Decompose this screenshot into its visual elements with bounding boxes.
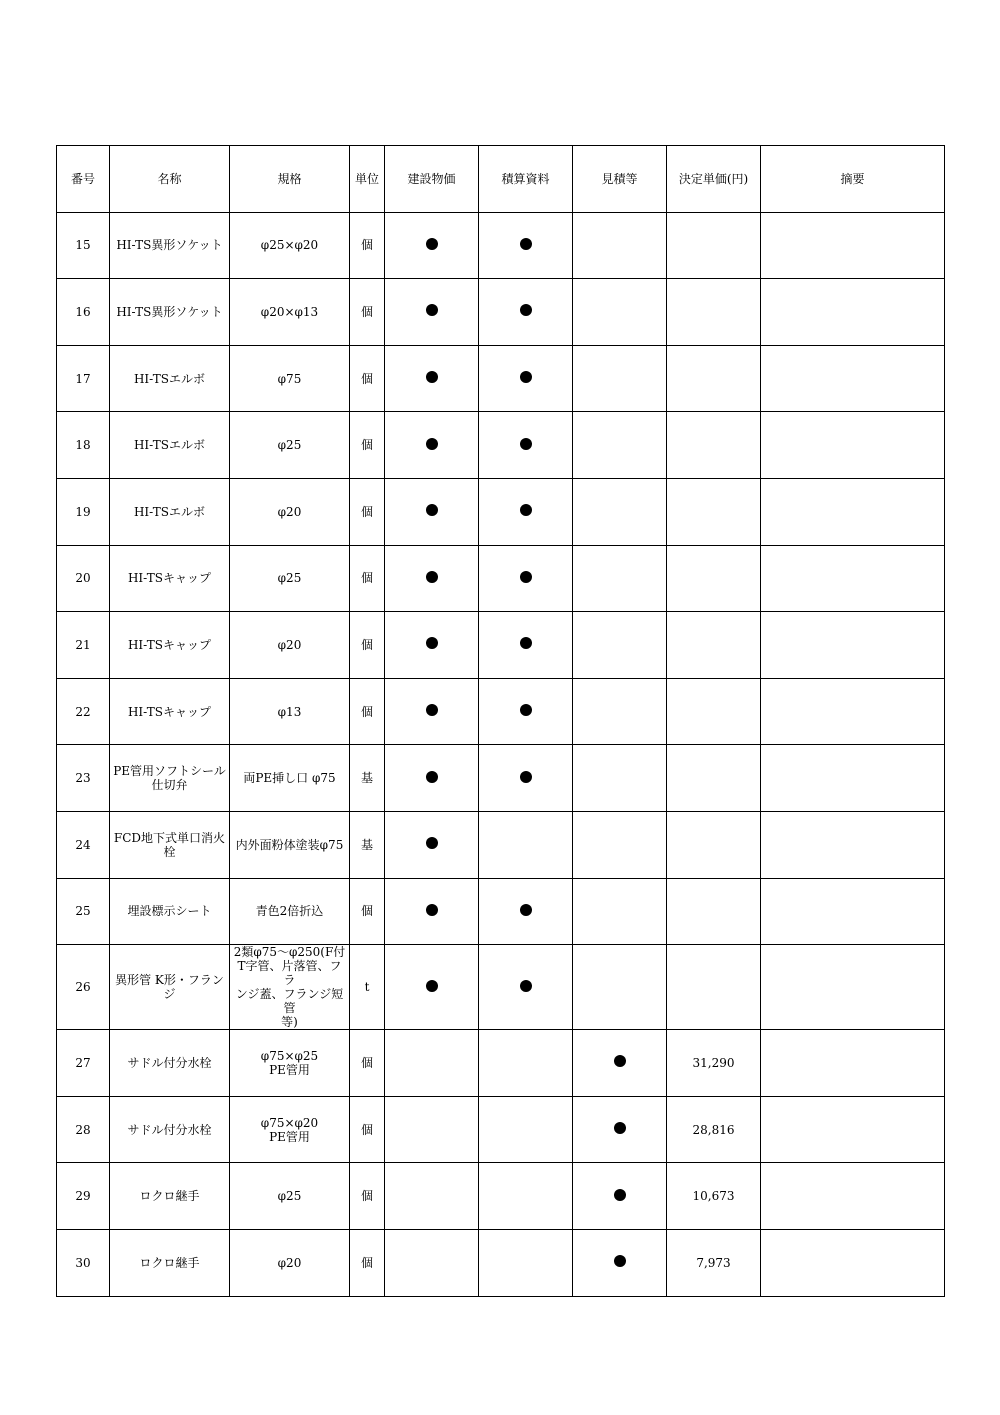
- cell-no: 28: [57, 1096, 110, 1163]
- cell-mitsumori: [573, 811, 667, 878]
- cell-note: [761, 1030, 945, 1097]
- cell-spec: φ25: [230, 1163, 350, 1230]
- cell-name: ロクロ継手: [110, 1229, 230, 1296]
- filled-circle-icon: [426, 304, 438, 316]
- cell-price: 7,973: [667, 1229, 761, 1296]
- cell-no: 27: [57, 1030, 110, 1097]
- filled-circle-icon: [426, 837, 438, 849]
- cell-unit: 個: [350, 612, 385, 679]
- filled-circle-icon: [426, 438, 438, 450]
- filled-circle-icon: [520, 438, 532, 450]
- cell-note: [761, 745, 945, 812]
- filled-circle-icon: [520, 571, 532, 583]
- cell-sekisan: [479, 545, 573, 612]
- filled-circle-icon: [520, 304, 532, 316]
- cell-mitsumori: [573, 279, 667, 346]
- cell-sekisan: [479, 478, 573, 545]
- filled-circle-icon: [614, 1055, 626, 1067]
- table-row: [57, 412, 945, 479]
- cell-name: HI-TSキャップ: [110, 678, 230, 745]
- cell-kensetsu: [385, 745, 479, 812]
- cell-price: 28,816: [667, 1096, 761, 1163]
- cell-name: HI-TS異形ソケット: [110, 279, 230, 346]
- cell-sekisan: [479, 1096, 573, 1163]
- cell-sekisan: [479, 212, 573, 279]
- table-row: [57, 279, 945, 346]
- cell-mitsumori: [573, 412, 667, 479]
- cell-no: 29: [57, 1163, 110, 1230]
- cell-no: 16: [57, 279, 110, 346]
- filled-circle-icon: [614, 1255, 626, 1267]
- table-row: [57, 945, 945, 1030]
- cell-price: [667, 279, 761, 346]
- header-no: 番号: [57, 146, 110, 213]
- cell-name: HI-TSエルボ: [110, 478, 230, 545]
- cell-price: [667, 945, 761, 1030]
- cell-mitsumori: [573, 1096, 667, 1163]
- table-row: [57, 745, 945, 812]
- cell-no: 21: [57, 612, 110, 679]
- cell-sekisan: [479, 279, 573, 346]
- cell-name: ロクロ継手: [110, 1163, 230, 1230]
- header-price: 決定単価(円): [667, 146, 761, 213]
- header-note: 摘要: [761, 146, 945, 213]
- cell-mitsumori: [573, 545, 667, 612]
- cell-name: HI-TSキャップ: [110, 545, 230, 612]
- cell-kensetsu: [385, 612, 479, 679]
- cell-note: [761, 279, 945, 346]
- filled-circle-icon: [520, 771, 532, 783]
- cell-sekisan: [479, 612, 573, 679]
- filled-circle-icon: [426, 771, 438, 783]
- header-kensetsu: 建設物価: [385, 146, 479, 213]
- filled-circle-icon: [426, 571, 438, 583]
- header-mitsumori: 見積等: [573, 146, 667, 213]
- cell-price: [667, 212, 761, 279]
- cell-kensetsu: [385, 811, 479, 878]
- cell-sekisan: [479, 811, 573, 878]
- cell-note: [761, 612, 945, 679]
- cell-kensetsu: [385, 878, 479, 945]
- cell-no: 22: [57, 678, 110, 745]
- cell-spec: φ25×φ20: [230, 212, 350, 279]
- table-row: [57, 1030, 945, 1097]
- table-row: [57, 678, 945, 745]
- cell-spec: 両PE挿し口 φ75: [230, 745, 350, 812]
- cell-sekisan: [479, 945, 573, 1030]
- cell-no: 20: [57, 545, 110, 612]
- cell-unit: 個: [350, 279, 385, 346]
- cell-sekisan: [479, 1030, 573, 1097]
- cell-spec: φ20: [230, 612, 350, 679]
- cell-unit: 個: [350, 678, 385, 745]
- cell-price: [667, 745, 761, 812]
- cell-note: [761, 345, 945, 412]
- cell-unit: 基: [350, 811, 385, 878]
- cell-mitsumori: [573, 612, 667, 679]
- cell-note: [761, 878, 945, 945]
- cell-kensetsu: [385, 678, 479, 745]
- cell-name: PE管用ソフトシール 仕切弁: [110, 745, 230, 812]
- cell-price: [667, 612, 761, 679]
- cell-price: 31,290: [667, 1030, 761, 1097]
- cell-note: [761, 412, 945, 479]
- cell-note: [761, 1163, 945, 1230]
- cell-note: [761, 945, 945, 1030]
- cell-mitsumori: [573, 345, 667, 412]
- cell-kensetsu: [385, 1030, 479, 1097]
- filled-circle-icon: [426, 904, 438, 916]
- cell-no: 23: [57, 745, 110, 812]
- cell-kensetsu: [385, 212, 479, 279]
- cell-price: [667, 345, 761, 412]
- cell-unit: t: [350, 945, 385, 1030]
- table-row: [57, 1163, 945, 1230]
- cell-sekisan: [479, 345, 573, 412]
- cell-mitsumori: [573, 878, 667, 945]
- filled-circle-icon: [426, 371, 438, 383]
- cell-kensetsu: [385, 1229, 479, 1296]
- cell-name: HI-TS異形ソケット: [110, 212, 230, 279]
- table-row: [57, 212, 945, 279]
- filled-circle-icon: [520, 504, 532, 516]
- cell-sekisan: [479, 678, 573, 745]
- cell-no: 15: [57, 212, 110, 279]
- cell-name: FCD地下式単口消火 栓: [110, 811, 230, 878]
- cell-mitsumori: [573, 945, 667, 1030]
- cell-no: 30: [57, 1229, 110, 1296]
- cell-name: HI-TSエルボ: [110, 345, 230, 412]
- filled-circle-icon: [426, 980, 438, 992]
- table-row: [57, 1096, 945, 1163]
- cell-note: [761, 478, 945, 545]
- cell-no: 25: [57, 878, 110, 945]
- cell-no: 26: [57, 945, 110, 1030]
- cell-mitsumori: [573, 678, 667, 745]
- table-row: [57, 345, 945, 412]
- cell-unit: 個: [350, 878, 385, 945]
- cell-spec: φ13: [230, 678, 350, 745]
- filled-circle-icon: [520, 904, 532, 916]
- table-row: [57, 545, 945, 612]
- cell-unit: 個: [350, 1229, 385, 1296]
- cell-name: 異形管 K形・フランジ: [110, 945, 230, 1030]
- cell-price: [667, 412, 761, 479]
- cell-unit: 個: [350, 1096, 385, 1163]
- cell-mitsumori: [573, 212, 667, 279]
- cell-no: 24: [57, 811, 110, 878]
- cell-unit: 個: [350, 412, 385, 479]
- cell-sekisan: [479, 878, 573, 945]
- cell-unit: 個: [350, 545, 385, 612]
- filled-circle-icon: [520, 704, 532, 716]
- filled-circle-icon: [426, 637, 438, 649]
- table-row: [57, 612, 945, 679]
- cell-spec: φ25: [230, 545, 350, 612]
- cell-kensetsu: [385, 279, 479, 346]
- cell-note: [761, 212, 945, 279]
- header-name: 名称: [110, 146, 230, 213]
- cell-unit: 個: [350, 1163, 385, 1230]
- filled-circle-icon: [614, 1122, 626, 1134]
- cell-spec: φ75×φ20 PE管用: [230, 1096, 350, 1163]
- cell-price: [667, 678, 761, 745]
- filled-circle-icon: [426, 704, 438, 716]
- cell-note: [761, 811, 945, 878]
- filled-circle-icon: [520, 238, 532, 250]
- cell-spec: φ75: [230, 345, 350, 412]
- cell-kensetsu: [385, 478, 479, 545]
- table-row: [57, 1229, 945, 1296]
- cell-no: 18: [57, 412, 110, 479]
- cell-name: サドル付分水栓: [110, 1096, 230, 1163]
- cell-name: サドル付分水栓: [110, 1030, 230, 1097]
- cell-no: 19: [57, 478, 110, 545]
- cell-price: [667, 478, 761, 545]
- table-row: [57, 811, 945, 878]
- header-unit: 単位: [350, 146, 385, 213]
- header-row: [57, 146, 945, 213]
- table-row: [57, 478, 945, 545]
- price-table: [56, 145, 945, 1297]
- cell-kensetsu: [385, 945, 479, 1030]
- cell-price: 10,673: [667, 1163, 761, 1230]
- cell-mitsumori: [573, 745, 667, 812]
- cell-kensetsu: [385, 345, 479, 412]
- cell-unit: 個: [350, 478, 385, 545]
- cell-mitsumori: [573, 478, 667, 545]
- header-spec: 規格: [230, 146, 350, 213]
- cell-spec: 青色2倍折込: [230, 878, 350, 945]
- cell-spec: φ20: [230, 1229, 350, 1296]
- filled-circle-icon: [520, 371, 532, 383]
- cell-sekisan: [479, 1163, 573, 1230]
- cell-sekisan: [479, 1229, 573, 1296]
- cell-unit: 個: [350, 345, 385, 412]
- cell-spec: φ20×φ13: [230, 279, 350, 346]
- filled-circle-icon: [426, 504, 438, 516]
- cell-kensetsu: [385, 1096, 479, 1163]
- cell-name: HI-TSエルボ: [110, 412, 230, 479]
- cell-unit: 基: [350, 745, 385, 812]
- filled-circle-icon: [520, 980, 532, 992]
- filled-circle-icon: [426, 238, 438, 250]
- filled-circle-icon: [520, 637, 532, 649]
- cell-spec: φ75×φ25 PE管用: [230, 1030, 350, 1097]
- cell-mitsumori: [573, 1229, 667, 1296]
- cell-mitsumori: [573, 1163, 667, 1230]
- cell-unit: 個: [350, 1030, 385, 1097]
- cell-kensetsu: [385, 1163, 479, 1230]
- table-row: [57, 878, 945, 945]
- filled-circle-icon: [614, 1189, 626, 1201]
- cell-price: [667, 878, 761, 945]
- cell-note: [761, 1229, 945, 1296]
- cell-sekisan: [479, 745, 573, 812]
- cell-spec: φ25: [230, 412, 350, 479]
- cell-kensetsu: [385, 412, 479, 479]
- cell-name: 埋設標示シート: [110, 878, 230, 945]
- cell-note: [761, 678, 945, 745]
- cell-note: [761, 545, 945, 612]
- cell-kensetsu: [385, 545, 479, 612]
- header-sekisan: 積算資料: [479, 146, 573, 213]
- cell-sekisan: [479, 412, 573, 479]
- cell-spec: 2類φ75～φ250(F付 T字管、片落管、フラ ンジ蓋、フランジ短管 等): [230, 945, 350, 1030]
- cell-mitsumori: [573, 1030, 667, 1097]
- cell-name: HI-TSキャップ: [110, 612, 230, 679]
- cell-spec: φ20: [230, 478, 350, 545]
- cell-no: 17: [57, 345, 110, 412]
- cell-price: [667, 545, 761, 612]
- cell-price: [667, 811, 761, 878]
- cell-spec: 内外面粉体塗装φ75: [230, 811, 350, 878]
- cell-note: [761, 1096, 945, 1163]
- cell-unit: 個: [350, 212, 385, 279]
